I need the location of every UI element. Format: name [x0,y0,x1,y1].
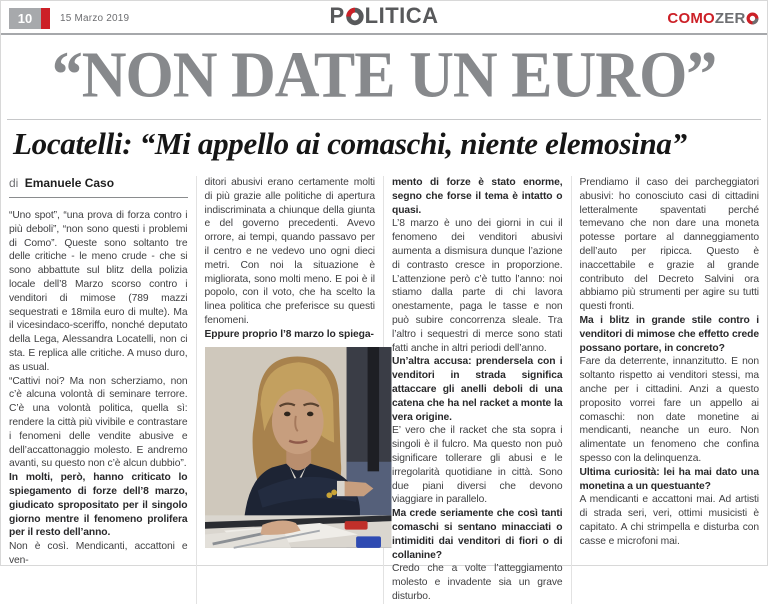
byline [9,176,188,198]
brand-stylized-o-icon [746,12,759,25]
article-column-4 [572,176,760,604]
paragraph-question: Ultima curiosità: lei ha mai dato una monetina a un questuante? [579,466,759,492]
paragraph: L’8 marzo è uno dei giorni in cui il fenomeno dei venditori abusivi aumenta a dismisura dunque l’azione di contrasto cresce in proporzione. L’attenzione però c’è tutto l’anno: noi stiamo dalla parte di chi lavora onestamente, paga le tasse e non può subire concorrenza sleale. Tra l’altro i sequestri di merce sono stati fatti anche in altri periodi dell’anno. [392,218,563,354]
paragraph: Prendiamo il caso dei parcheggiatori abusivi: ho conosciuto casi di cittadini letteralmente spaventati perché temevano che non dare una moneta potesse portare al danneggiamento dell’auto per ripicca. Questo è inaccettabile e grazie al grande contributo del Decreto Salvini ora abbiamo più strumenti per agire su tutti questi fronti. [579,177,759,313]
paragraph: Credo che a volte l’atteggiamento molesto e invadente sia un grave disturbo. [392,563,563,602]
issue-date: 15 Marzo 2019 [60,13,130,24]
byline-prefix: di [9,176,19,190]
article-photo [205,347,392,548]
section-title-prefix: P [329,3,345,28]
paragraph-question: Eppure proprio l’8 marzo lo spiega- [204,328,374,340]
article-column-1 [9,176,197,604]
page-number-badge: 10 [9,8,41,29]
paragraph: Non è così. Mendicanti, accattoni e ven- [9,541,188,566]
paragraph-question: mento di forze è stato enorme, segno che forse il tema è intatto o quasi. [392,177,563,216]
paragraph: ditori abusivi erano certamente molti di più grazie alle politiche di apertura indiscriminata a chiunque della giunta e del governo precedenti. Avevo orrore, ai tempi, quando passavo per il centro e ne vedevo uno ogni dieci metri. Con noi la situazione è migliorata, sono molti meno. E poi è il popolo, con il voto, che ha scelto la linea politica che preferisce su questi fenomeni. [204,177,375,326]
paragraph: “Cattivi noi? Ma non scherziamo, non c’è alcuna volontà di seminare terrore. C’è una volontà politica, quella sì: rendere la città più vivibile e contrastare i fenomeni delle vendite abusive e dell’accattonaggio molesto. E andremo avanti, su questo non c’è alcun dubbio”. [9,375,188,470]
byline-author: Emanuele Caso [24,176,115,190]
article-body [1,168,767,604]
sub-headline: Locatelli: “Mi appello ai comaschi, niente elemosina” [13,126,687,161]
stylized-o-icon [345,7,364,26]
section-title-politica [329,5,438,27]
main-headline: “NON DATE UN EURO” [51,39,717,112]
paragraph: A mendicanti e accattoni mai. Ad artisti di strada seri, veri, ottimi musicisti è capitato. A chi strimpella e disturba con casse e microfoni mai. [579,494,759,547]
article-column-2 [197,176,385,604]
article-photo-illustration [205,347,392,548]
section-title-suffix: LITICA [364,3,439,28]
paragraph-question: In molti, però, hanno criticato lo spiegamento di forze dell’8 marzo, giudicato spropositato per il singolo giorno mentre il fenomeno prolifera per il resto dell’anno. [9,472,188,539]
red-accent-bar [41,8,50,29]
page-header [1,1,767,35]
paragraph: E’ vero che il racket che sta sopra i singoli è il fulcro. Ma questo non può significare tollerare gli abusi e le irregolarità quotidiane in città. Sono due piani diversi che devono viaggiare in parallelo. [392,425,563,506]
paragraph: Fare da deterrente, innanzitutto. E non soltanto rispetto ai venditori stessi, ma anche per i cittadini. Anzi a questo proposito vorrei fare un appello ai comaschi: non date monetine ai mendicanti, neanche un euro. Non alimentate un fenomeno che confina spesso con la delinquenza. [579,356,759,464]
brand-logo-comozero [667,11,759,27]
article-column-3 [384,176,572,604]
paragraph-question: Ma i blitz in grande stile contro i venditori di mimose che effetto crede possano portare, in concreto? [579,314,759,354]
brand-part-zer: ZER [714,9,746,27]
brand-part-como: COMO [667,9,715,27]
paragraph-question: Ma crede seriamente che così tanti comaschi si sentano minacciati o intimiditi dai venditori di fiori o di collanine? [392,508,563,561]
paragraph-question: Un’altra accusa: prendersela con i venditori in strada significa attaccare gli anelli deboli di una catena che ha nel racket a monte la vera origine. [392,356,563,423]
paragraph: “Uno spot”, “una prova di forza contro i più deboli”, “non sono questi i problemi di Como”. Queste sono soltanto tre delle critiche - le meno crude - che si sono abbattute sul blitz della polizia locale dell’8 Marzo scorso contro i venditori di mimose (789 mazzi sequestrati e 18mila euro di multe). Ma il vicesindaco-sceriffo, nonché deputato della Lega, Alessandra Locatelli, non ci sta. E replica alle critiche. A muso duro, as usual. [9,210,188,373]
